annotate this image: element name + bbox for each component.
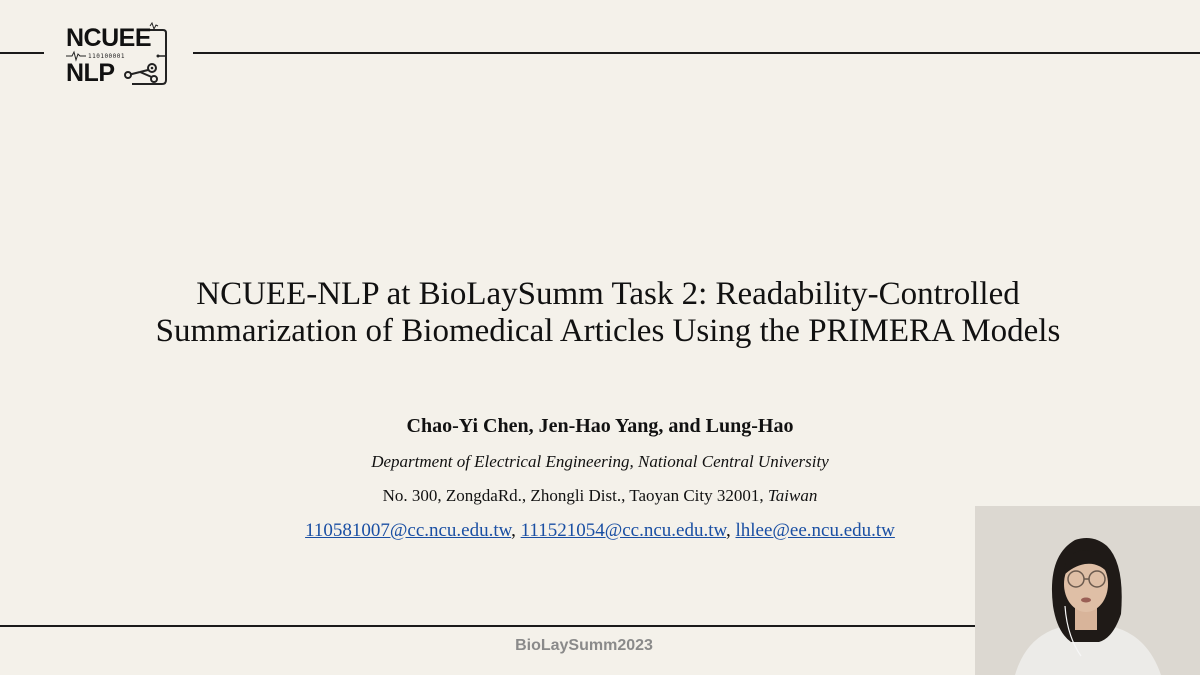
email-separator: , [725,520,736,541]
slide-footer: BioLaySumm2023 [515,637,653,654]
logo-binary-text: 110100001 [88,53,126,60]
address-country: Taiwan [767,486,818,505]
email-separator: , [511,520,521,541]
top-rule-left [0,52,44,54]
slide-title-line-1: NCUEE-NLP at BioLaySumm Task 2: Readability-Controlled [196,276,1020,312]
logo-text-ncuee: NCUEE [66,24,152,52]
address-main: No. 300, ZongdaRd., Zhongli Dist., Taoyan City 32001, [382,486,768,505]
email-link-3[interactable]: lhlee@ee.ncu.edu.tw [735,520,895,541]
speaker-webcam-video [975,506,1200,675]
email-link-1[interactable]: 110581007@cc.ncu.edu.tw [305,520,512,541]
slide-title [40,276,1176,350]
top-rule-right [193,52,1200,54]
logo-text-nlp: NLP [66,59,115,87]
slide-title-line-2: Summarization of Biomedical Articles Using the PRIMERA Models [155,313,1061,349]
presenter-silhouette-icon [975,506,1200,675]
authors-line: Chao-Yi Chen, Jen-Hao Yang, and Lung-Hao [406,415,794,437]
ncuee-nlp-logo [66,22,170,88]
affiliation-line: Department of Electrical Engineering, National Central University [371,452,829,471]
bottom-rule [0,625,975,627]
address-line [0,486,1200,506]
email-link-2[interactable]: 111521054@cc.ncu.edu.tw [520,520,726,541]
